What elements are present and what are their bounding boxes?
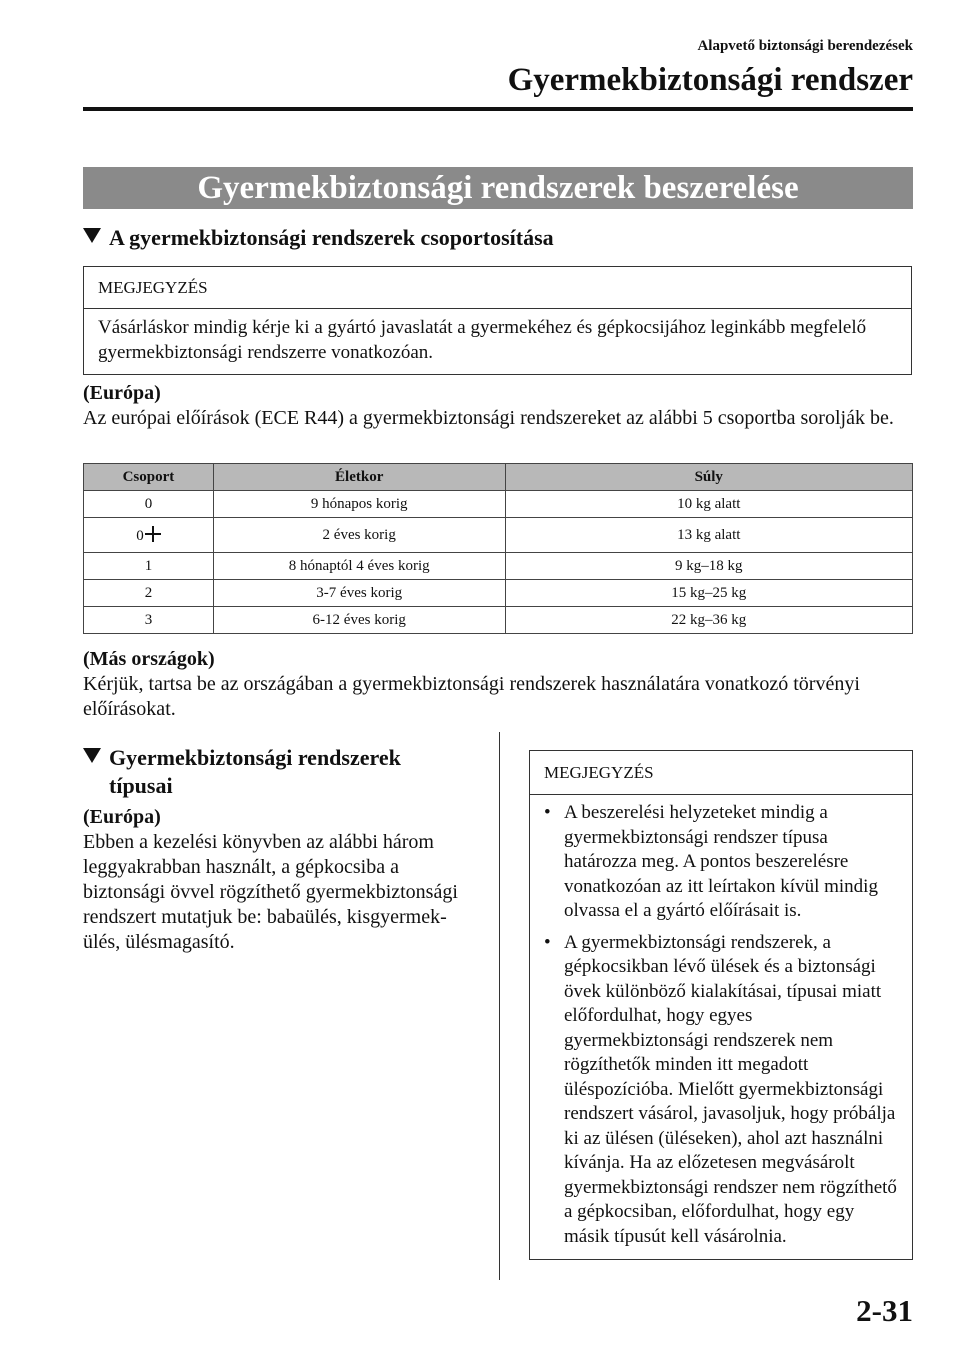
types-europe-label: (Európa): [83, 806, 161, 828]
table-row: [84, 553, 913, 580]
subsection-heading-text: A gyermekbiztonsági rendszerek csoportosítása: [109, 225, 554, 250]
note-text: Vásárláskor mindig kérje ki a gyártó javaslatát a gyermekéhez és gépkocsijához leginkább megfelelő gyermekbiztonsági rendszerre vonatkozóan.: [98, 317, 867, 363]
cell-group: [84, 518, 214, 553]
cell-group: 0: [84, 491, 214, 518]
note-bullet-list: [544, 801, 898, 1249]
types-europe-text: Ebben a kezelési könyvben az alábbi három leggyakrabban használt, a gépkocsiba a biztonsági övvel rögzíthető gyermekbiztonsági rendszert mutatjuk be: babaülés, kisgyermek-ülés, ülésmagasító.: [83, 831, 458, 953]
cell-weight: 22 kg–36 kg: [505, 607, 912, 634]
cell-group: 2: [84, 580, 214, 607]
cell-age: 6-12 éves korig: [213, 607, 505, 634]
header-divider: [83, 107, 913, 111]
cell-age: 3-7 éves korig: [213, 580, 505, 607]
header-cell-weight: Súly: [505, 464, 912, 491]
table-row: [84, 518, 913, 553]
types-paragraph: [83, 805, 483, 955]
cell-weight: 10 kg alatt: [505, 491, 912, 518]
note-body: [530, 795, 912, 1259]
other-countries-text: Kérjük, tartsa be az országában a gyermekbiztonsági rendszerek használatára vonatkozó törvényi előírásokat.: [83, 673, 860, 720]
subsection-heading-classification: [83, 224, 554, 252]
group-table: [83, 463, 913, 634]
table-row: [84, 491, 913, 518]
subsection-heading-types: [83, 744, 483, 800]
list-item: • A beszerelési helyzeteket mindig a gyermekbiztonsági rendszer típusa határozza meg. A pontos beszerelésre vonatkozóan az itt leírtakon kívül mindig olvassa el a gyártó előírásait is.: [544, 801, 898, 924]
europe-text: Az európai előírások (ECE R44) a gyermekbiztonsági rendszereket az alábbi 5 csoportba sorolják be.: [83, 407, 894, 429]
cell-age: 2 éves korig: [213, 518, 505, 553]
table-row: [84, 607, 913, 634]
page-number: 2-31: [856, 1293, 913, 1328]
list-item: • A gyermekbiztonsági rendszerek, a gépkocsikban lévő ülések és a biztonsági övek különböző kialakításai, típusai miatt előfordulhat, hogy egyes gyermekbiztonsági rendszerek nem rögzíthetők minden itt megadott üléspozícióba. Mielőtt gyermekbiztonsági rendszert vásárol, javasoljuk, hogy próbálja ki az ülésen (üléseken), ahol azt használni kívánja. Ha az előzetesen megvásárolt gyermekbiztonsági rendszer nem rögzíthető a gépkocsiban, előfordulhat, hogy egy másik típusút kell vásárolnia.: [544, 931, 898, 1250]
chapter-title: Alapvető biztonsági berendezések: [697, 38, 913, 54]
other-countries-label: (Más országok): [83, 648, 215, 670]
cell-group-text: 0: [136, 527, 144, 544]
cell-age: 8 hónaptól 4 éves korig: [213, 553, 505, 580]
table-header-row: [84, 464, 913, 491]
triangle-down-icon: [83, 228, 101, 243]
header-cell-age: Életkor: [213, 464, 505, 491]
cell-weight: 15 kg–25 kg: [505, 580, 912, 607]
plus-icon: [145, 526, 161, 542]
note-label: MEGJEGYZÉS: [84, 267, 911, 309]
europe-label: (Európa): [83, 382, 161, 404]
subsection-heading-text-line1: Gyermekbiztonsági rendszerek: [109, 745, 401, 770]
cell-weight: 9 kg–18 kg: [505, 553, 912, 580]
triangle-down-icon: [83, 748, 101, 763]
subsection-heading-text-line2: típusai: [109, 773, 173, 798]
note-box-installation: [529, 750, 913, 1260]
section-title: Gyermekbiztonsági rendszerek beszerelése: [83, 167, 913, 209]
header-cell-group: Csoport: [84, 464, 214, 491]
cell-group: 1: [84, 553, 214, 580]
table-row: [84, 580, 913, 607]
note-box-purchase: [83, 266, 912, 375]
page-header-title: Gyermekbiztonsági rendszer: [507, 62, 913, 98]
column-divider: [499, 732, 500, 1280]
cell-weight: 13 kg alatt: [505, 518, 912, 553]
cell-group: 3: [84, 607, 214, 634]
europe-paragraph: [83, 381, 913, 431]
other-countries-paragraph: [83, 647, 913, 722]
cell-age: 9 hónapos korig: [213, 491, 505, 518]
note-label: MEGJEGYZÉS: [530, 751, 912, 795]
